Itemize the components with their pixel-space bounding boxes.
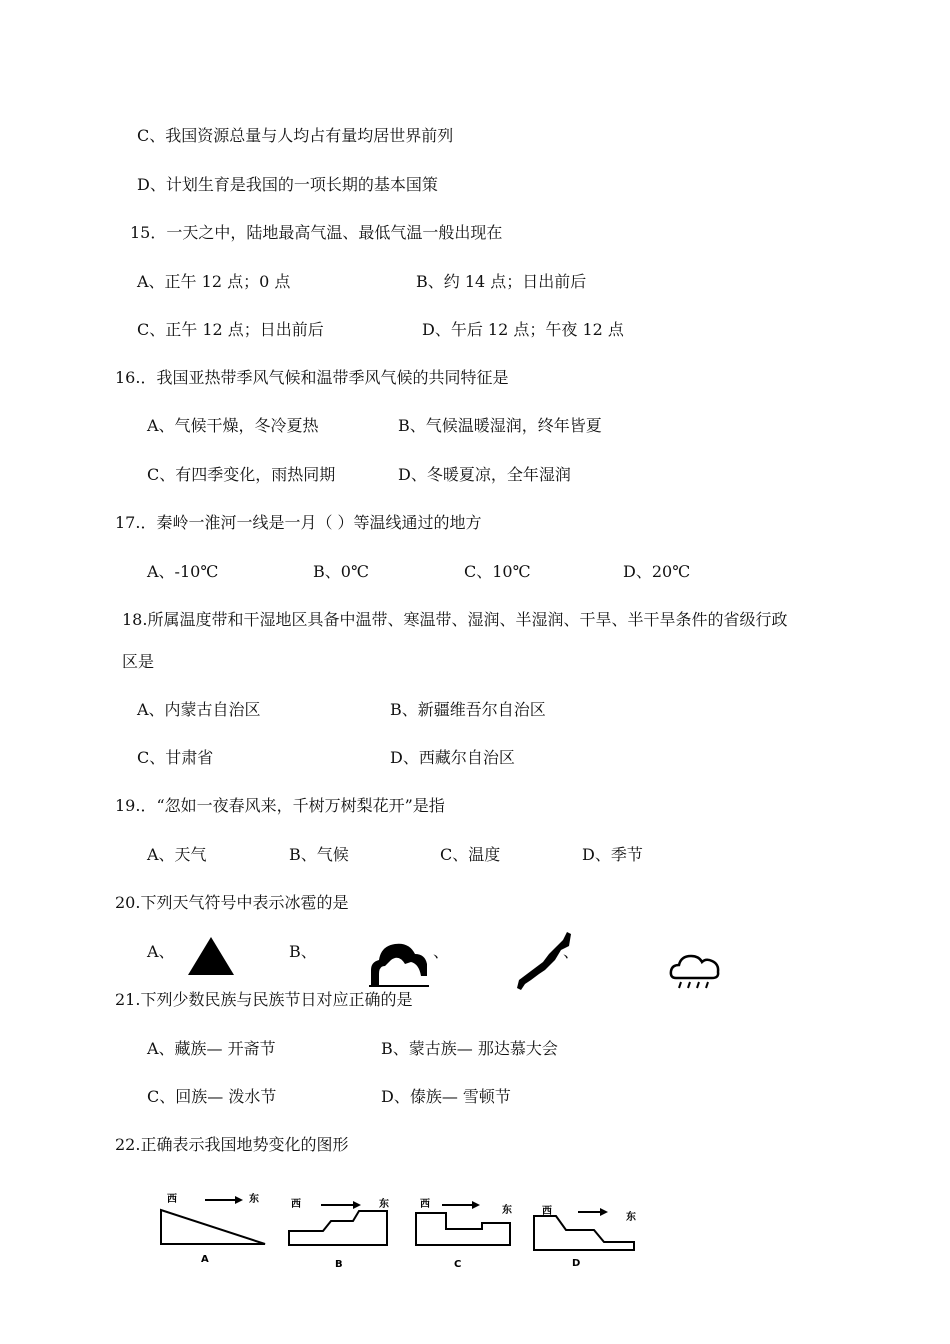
q18-stem-line1: 18.所属温度带和干湿地区具备中温带、寒温带、湿润、半湿润、干旱、半干旱条件的省级行政 xyxy=(122,610,788,629)
q21-option-c: C、回族— 泼水节 xyxy=(147,1087,277,1106)
terrain-a-west: 西 xyxy=(167,1194,177,1205)
terrain-diagram-b xyxy=(283,1195,398,1275)
q21-stem: 21.下列少数民族与民族节日对应正确的是 xyxy=(115,990,413,1009)
terrain-a-east: 东 xyxy=(249,1194,259,1205)
q22-stem: 22.正确表示我国地势变化的图形 xyxy=(115,1135,349,1154)
q16-option-b: B、气候温暖湿润，终年皆夏 xyxy=(398,416,602,435)
q20-separator-1: 、 xyxy=(433,942,450,961)
terrain-diagram-a xyxy=(155,1190,270,1270)
q15-option-d: D、午后 12 点；午夜 12 点 xyxy=(422,320,624,339)
q15-option-a: A、正午 12 点；0 点 xyxy=(137,272,291,291)
q17-option-b: B、0℃ xyxy=(313,562,369,581)
q19-option-a: A、天气 xyxy=(147,845,207,864)
q18-option-c: C、甘肃省 xyxy=(137,748,214,767)
q20-separator-2: 、 xyxy=(563,942,580,961)
q18-option-b: B、新疆维吾尔自治区 xyxy=(390,700,546,719)
q17-option-c: C、10℃ xyxy=(464,562,531,581)
q17-stem: 17.．秦岭一淮河一线是一月（ ）等温线通过的地方 xyxy=(115,513,482,532)
terrain-b-west: 西 xyxy=(291,1199,301,1210)
terrain-c-west: 西 xyxy=(420,1199,430,1210)
q19-option-d: D、季节 xyxy=(582,845,643,864)
q16-option-c: C、有四季变化，雨热同期 xyxy=(147,465,336,484)
q16-stem: 16.．我国亚热带季风气候和温带季风气候的共同特征是 xyxy=(115,368,509,387)
q18-stem-line2: 区是 xyxy=(122,652,155,671)
terrain-label-b: B xyxy=(335,1259,343,1270)
q17-option-d: D、20℃ xyxy=(623,562,691,581)
q20-option-b-label: B、 xyxy=(289,942,317,961)
terrain-c-east: 东 xyxy=(502,1205,512,1216)
terrain-b-east: 东 xyxy=(379,1199,389,1210)
q14-option-c: C、我国资源总量与人均占有量均居世界前列 xyxy=(137,126,454,145)
terrain-diagram-d xyxy=(528,1200,640,1272)
weather-blob-icon xyxy=(365,940,431,988)
q20-stem: 20.下列天气符号中表示冰雹的是 xyxy=(115,893,349,912)
q19-stem: 19.．“忽如一夜春风来，千树万树梨花开”是指 xyxy=(115,796,445,815)
q16-option-d: D、冬暖夏凉，全年湿润 xyxy=(398,465,571,484)
q19-option-b: B、气候 xyxy=(289,845,349,864)
terrain-label-d: D xyxy=(572,1258,581,1269)
q21-option-b: B、蒙古族— 那达慕大会 xyxy=(381,1039,558,1058)
q14-option-d: D、计划生育是我国的一项长期的基本国策 xyxy=(137,175,438,194)
terrain-d-west: 西 xyxy=(542,1206,552,1217)
q16-option-a: A、气候干燥，冬冷夏热 xyxy=(147,416,319,435)
q15-option-b: B、约 14 点；日出前后 xyxy=(416,272,587,291)
q21-option-a: A、藏族— 开斋节 xyxy=(147,1039,276,1058)
rain-cloud-icon xyxy=(668,950,722,996)
lightning-strip-icon xyxy=(515,930,573,992)
terrain-label-a: A xyxy=(201,1254,209,1265)
q19-option-c: C、温度 xyxy=(440,845,501,864)
terrain-label-c: C xyxy=(454,1259,462,1270)
q20-option-a-label: A、 xyxy=(147,942,175,961)
q21-option-d: D、傣族— 雪顿节 xyxy=(381,1087,511,1106)
q18-option-d: D、西藏尔自治区 xyxy=(390,748,515,767)
q18-option-a: A、内蒙古自治区 xyxy=(137,700,261,719)
hail-triangle-icon xyxy=(186,935,236,977)
q15-option-c: C、正午 12 点；日出前后 xyxy=(137,320,324,339)
terrain-d-east: 东 xyxy=(626,1212,636,1223)
q15-stem: 15．一天之中，陆地最高气温、最低气温一般出现在 xyxy=(130,223,503,242)
terrain-diagram-c xyxy=(410,1195,525,1275)
q17-option-a: A、-10℃ xyxy=(147,562,219,581)
